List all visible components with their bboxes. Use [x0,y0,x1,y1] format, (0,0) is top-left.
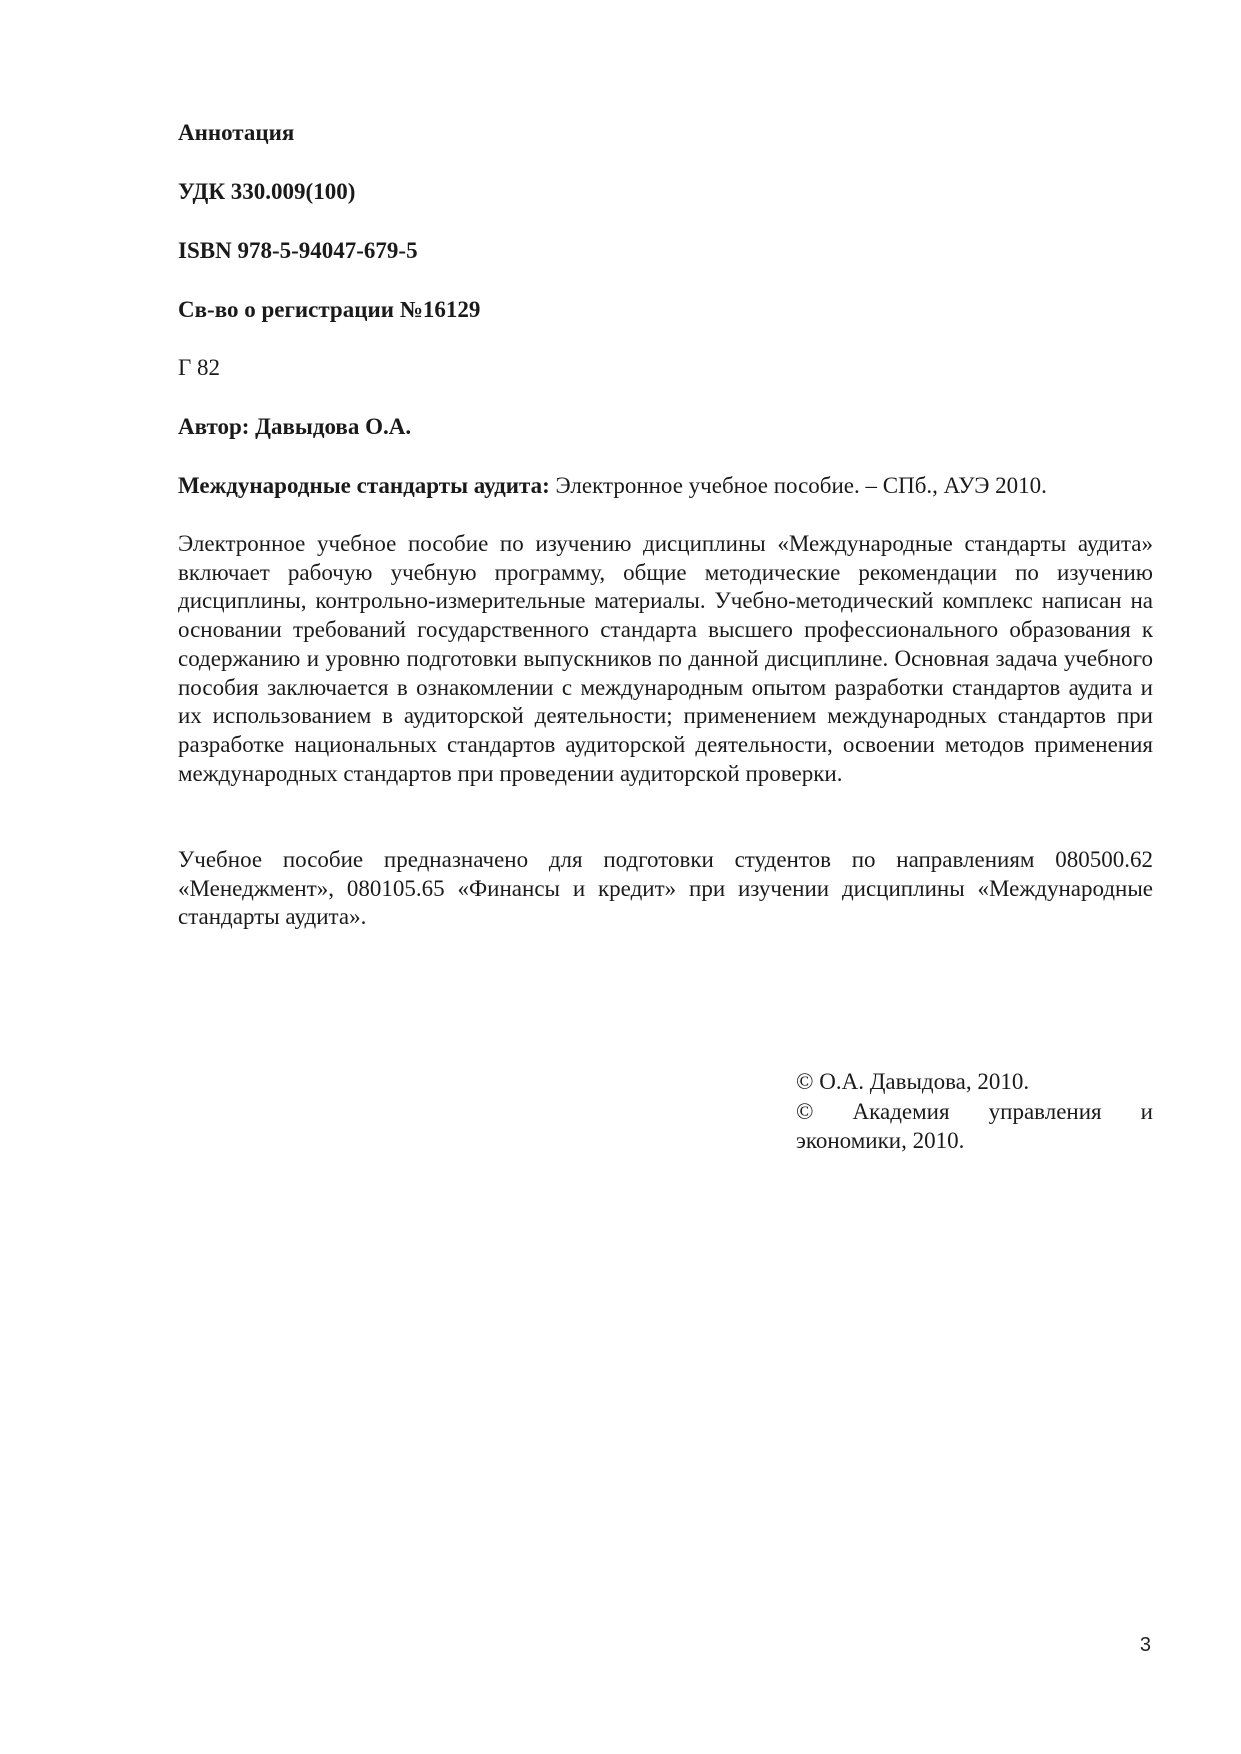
annotation-heading: Аннотация [178,120,295,145]
udk-code: УДК 330.009(100) [178,179,356,204]
copyright-author: © О.А. Давыдова, 2010. [796,1069,1030,1094]
book-title: Международные стандарты аудита: [178,473,550,498]
registration-certificate: Св-во о регистрации №16129 [178,297,481,322]
annotation-paragraph [178,530,1153,788]
page-number: 3 [1139,1634,1151,1656]
paragraph-text: Учебное пособие предназначено для подготовки студентов по направлениям 080500.62 «Менеджмент», 080105.65 «Финансы и кредит» при изучении дисциплины «Международные стандарты аудита». [178,847,1153,930]
copyright-academy: © Академия управления и экономики, 2010. [796,1098,1153,1153]
copyright-block [796,1067,1153,1156]
classification-code: Г 82 [178,355,221,380]
bibliographic-title [178,472,1047,500]
isbn: ISBN 978-5-94047-679-5 [178,238,418,263]
book-description: Электронное учебное пособие. – СПб., АУЭ 2010. [549,473,1047,498]
author-line: Автор: Давыдова О.А. [178,414,412,439]
audience-paragraph [178,846,1153,932]
paragraph-text: Электронное учебное пособие по изучению дисциплины «Международные стандарты аудита» включает рабочую учебную программу, общие методические рекомендации по изучению дисциплины, контрольно-измерительные материалы. Учебно-методический комплекс написан на основании требований государственного стандарта высшего профессионального образования к содержанию и уровню подготовки выпускников по данной дисциплине. Основная задача учебного пособия заключается в ознакомлении с международным опытом разработки стандартов аудита и их использованием в аудиторской деятельности; применением международных стандартов при разработке национальных стандартов аудиторской деятельности, освоении методов применения международных стандартов при проведении аудиторской проверки. [178,531,1153,786]
